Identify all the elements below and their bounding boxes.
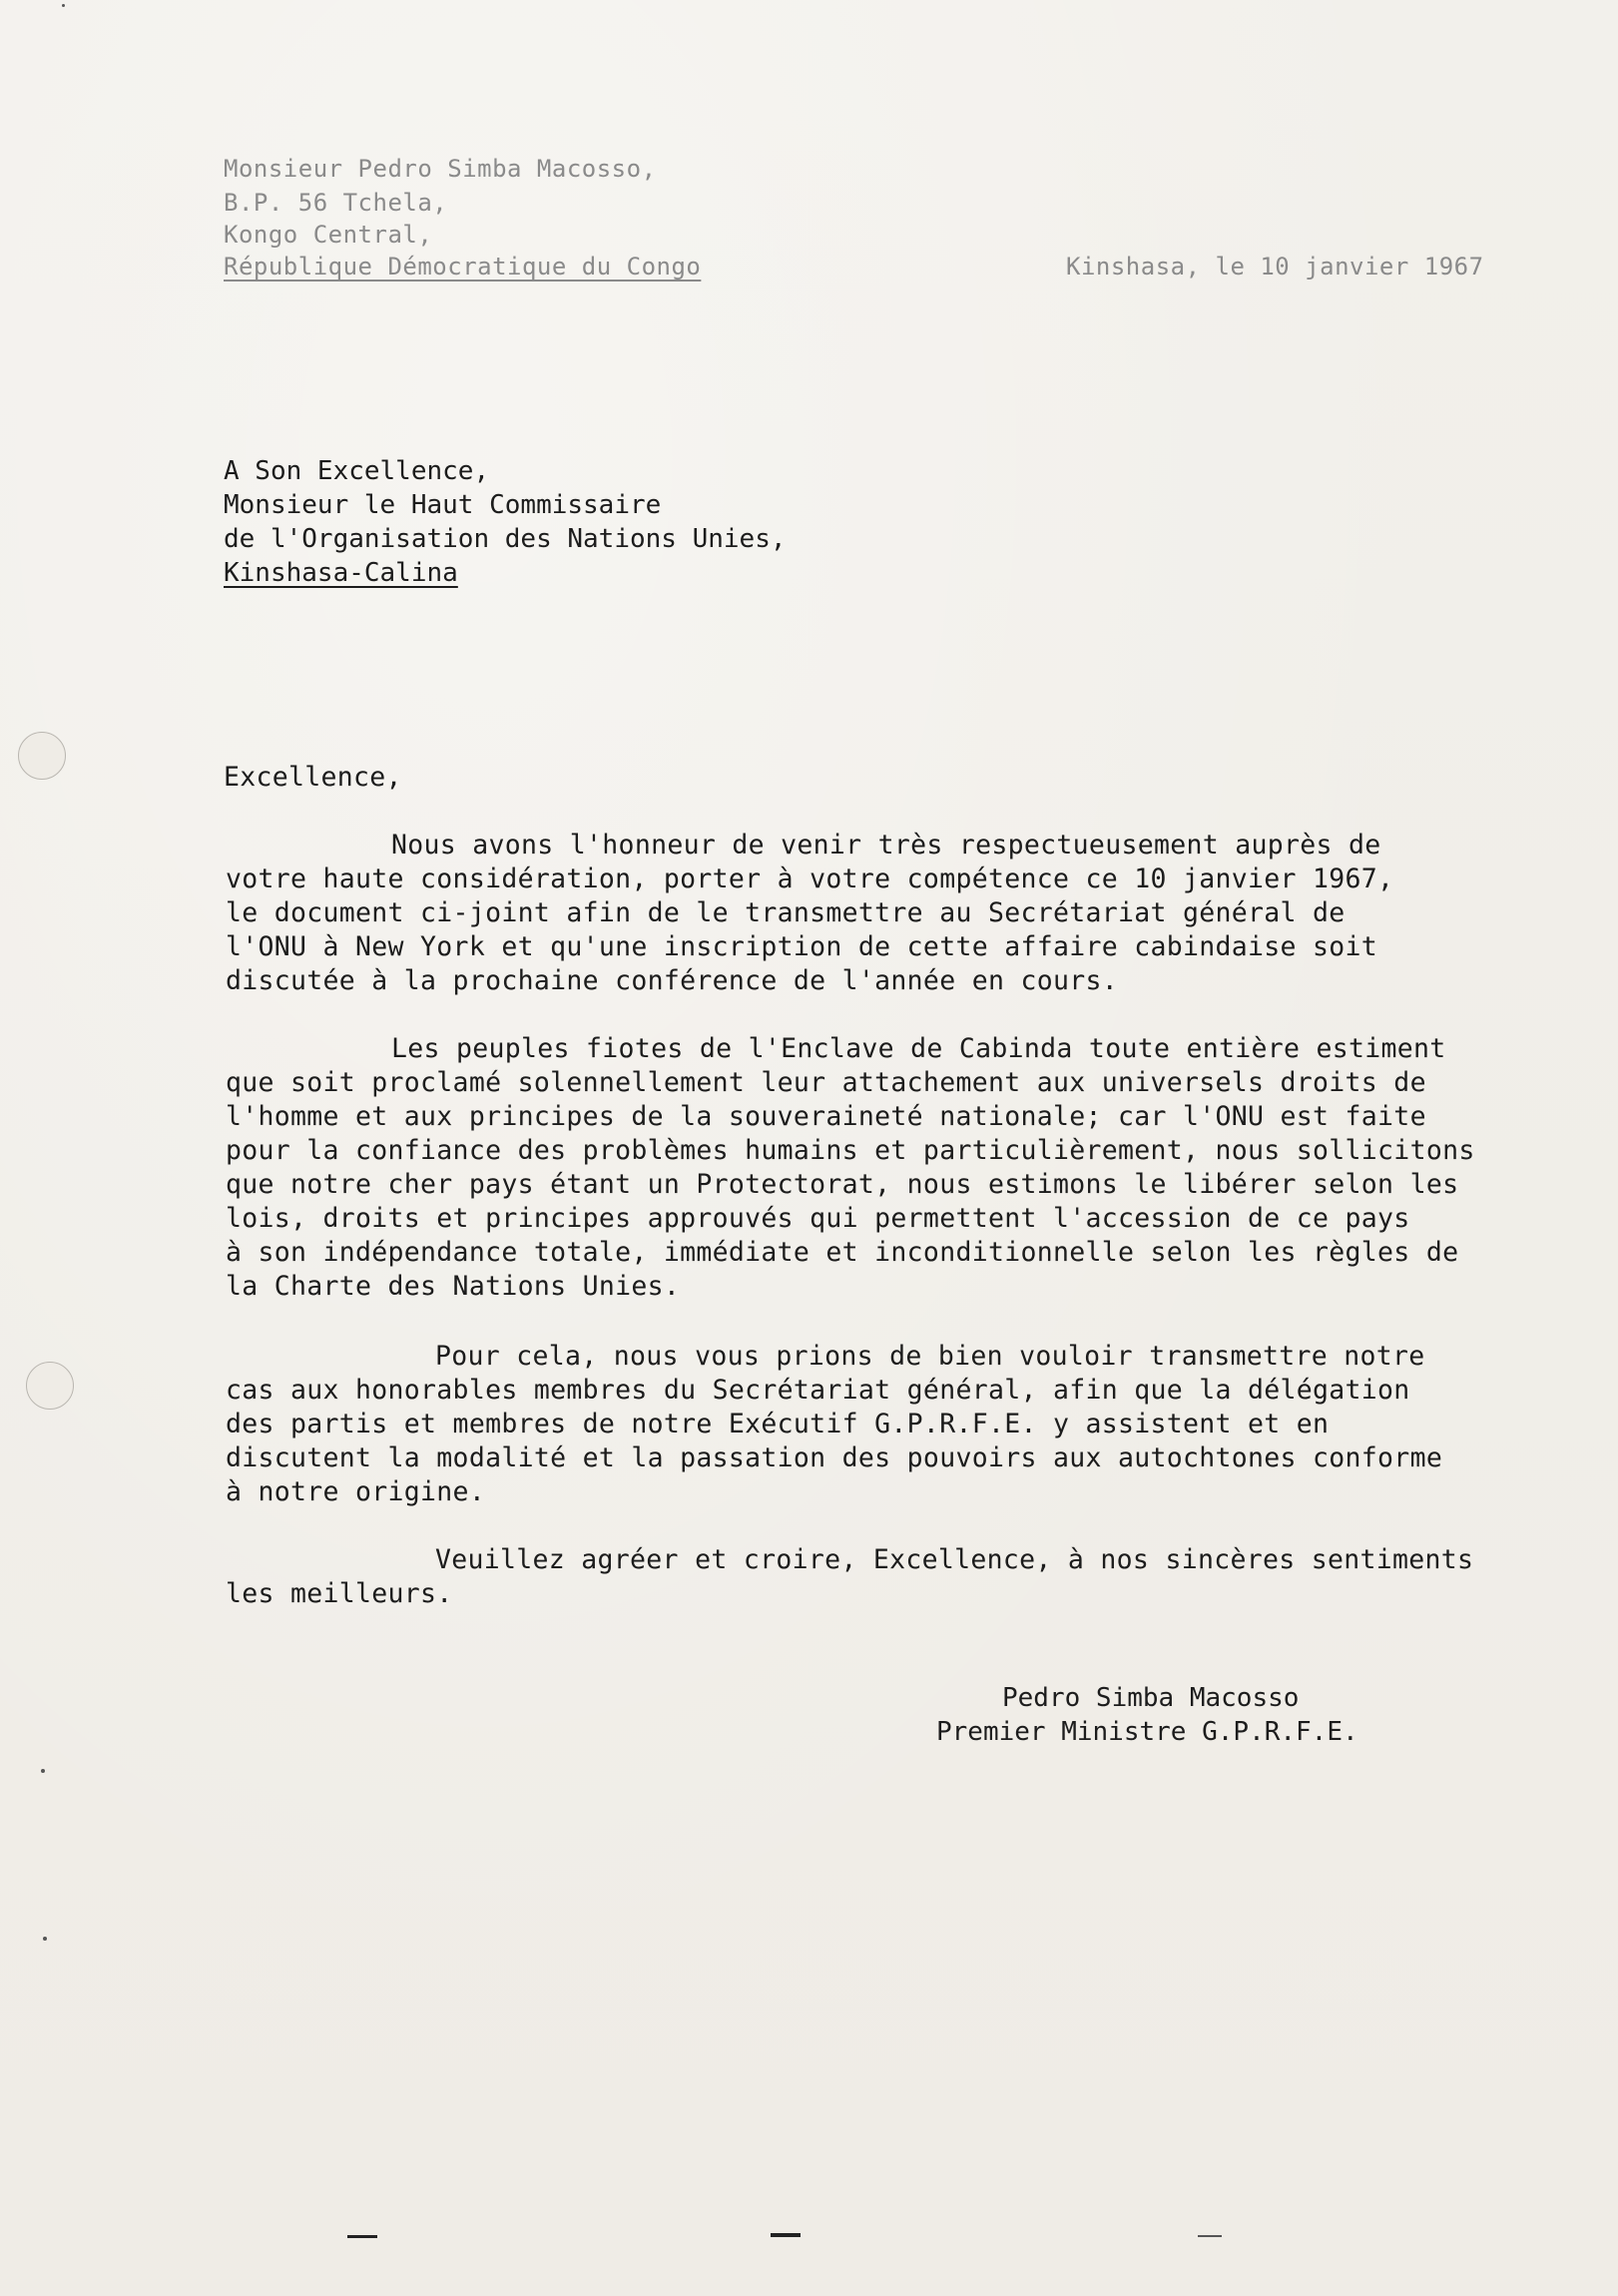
recipient-line-4: Kinshasa-Calina	[224, 558, 458, 588]
paragraph-2-line: que soit proclamé solennellement leur attachement aux universels droits de	[226, 1067, 1426, 1098]
paragraph-2-line: que notre cher pays étant un Protectorat, nous estimons le libérer selon les	[226, 1169, 1459, 1200]
paragraph-1-line: votre haute considération, porter à votre compétence ce 10 janvier 1967,	[226, 863, 1394, 894]
bottom-edge-mark	[347, 2235, 377, 2238]
paragraph-3-line: des partis et membres de notre Exécutif G.P.R.F.E. y assistent et en	[226, 1409, 1330, 1439]
closing-line: les meilleurs.	[226, 1578, 453, 1609]
sender-region: Kongo Central,	[224, 221, 433, 249]
paragraph-2-line: Les peuples fiotes de l'Enclave de Cabinda toute entière estiment	[391, 1033, 1446, 1064]
sender-name: Monsieur Pedro Simba Macosso,	[224, 155, 657, 183]
paragraph-1-line: l'ONU à New York et qu'une inscription de cette affaire cabindaise soit	[226, 931, 1378, 962]
paragraph-3-line: cas aux honorables membres du Secrétariat général, afin que la délégation	[226, 1375, 1410, 1406]
signature-title: Premier Ministre G.P.R.F.E.	[936, 1717, 1358, 1747]
bottom-edge-mark	[1198, 2235, 1222, 2237]
paragraph-3-line: Pour cela, nous vous prions de bien vouloir transmettre notre	[435, 1341, 1425, 1372]
closing-line: Veuillez agréer et croire, Excellence, à nos sincères sentiments	[435, 1544, 1474, 1575]
paragraph-2-line: lois, droits et principes approuvés qui permettent l'accession de ce pays	[226, 1203, 1410, 1234]
punch-hole-bottom	[26, 1362, 74, 1410]
recipient-line-2: Monsieur le Haut Commissaire	[224, 490, 662, 520]
paragraph-2-line: à son indépendance totale, immédiate et inconditionnelle selon les règles de	[226, 1237, 1459, 1268]
salutation: Excellence,	[224, 762, 402, 793]
recipient-line-1: A Son Excellence,	[224, 456, 490, 486]
margin-speck	[43, 1937, 47, 1941]
paragraph-1-line: le document ci-joint afin de le transmettre au Secrétariat général de	[226, 897, 1346, 928]
paragraph-2-line: la Charte des Nations Unies.	[226, 1271, 681, 1302]
margin-speck	[62, 4, 65, 7]
recipient-line-3: de l'Organisation des Nations Unies,	[224, 524, 787, 554]
paragraph-1-line: Nous avons l'honneur de venir très respectueusement auprès de	[391, 830, 1381, 861]
signature-name: Pedro Simba Macosso	[1002, 1683, 1300, 1713]
sender-box: B.P. 56 Tchela,	[224, 189, 448, 217]
paragraph-2-line: l'homme et aux principes de la souveraineté nationale; car l'ONU est faite	[226, 1101, 1426, 1132]
paragraph-3-line: à notre origine.	[226, 1476, 486, 1507]
paragraph-1-line: discutée à la prochaine conférence de l'année en cours.	[226, 965, 1118, 996]
letter-date: Kinshasa, le 10 janvier 1967	[1066, 253, 1484, 281]
bottom-edge-mark	[771, 2233, 801, 2237]
paragraph-2-line: pour la confiance des problèmes humains et particulièrement, nous sollicitons	[226, 1135, 1475, 1166]
margin-speck	[41, 1769, 45, 1773]
sender-country: République Démocratique du Congo	[224, 253, 702, 281]
paragraph-3-line: discutent la modalité et la passation des pouvoirs aux autochtones conforme	[226, 1442, 1443, 1473]
punch-hole-top	[18, 732, 66, 780]
